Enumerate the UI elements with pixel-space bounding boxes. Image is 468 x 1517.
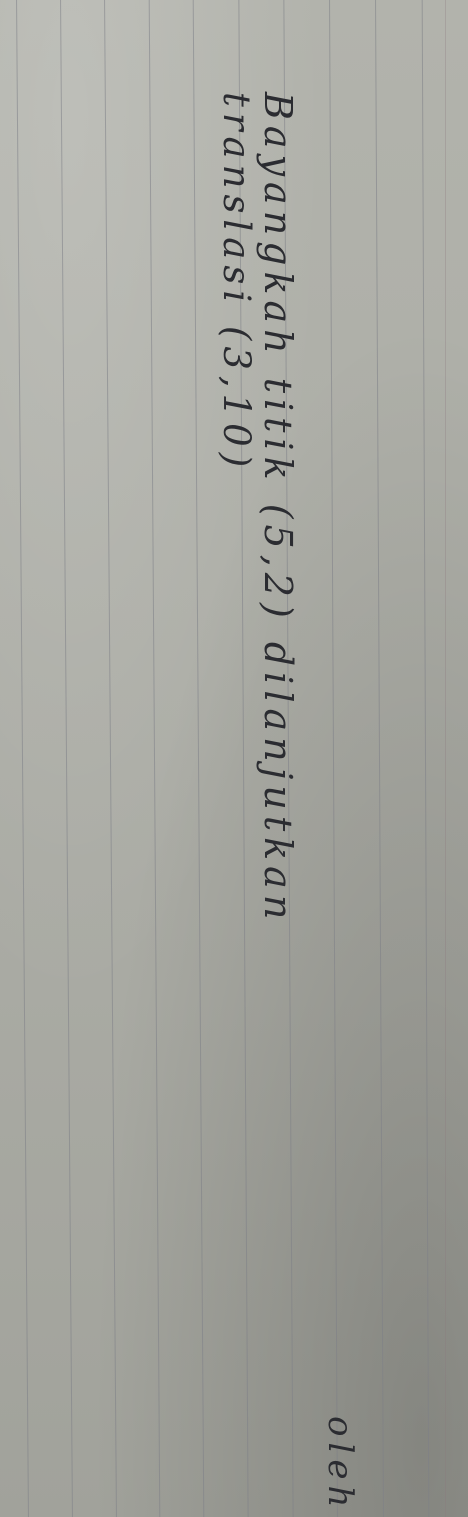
paper-rule-line <box>375 0 384 1517</box>
paper-rule-line <box>16 0 29 1517</box>
paper-rule-line <box>422 0 430 1517</box>
paper-margin-line <box>445 0 446 1517</box>
paper-rule-line <box>60 0 73 1517</box>
handwritten-line-1: Bayangkah titik (5,2) dilanjutkan <box>256 92 300 926</box>
handwritten-line-2: translasi (3,10) <box>215 92 258 474</box>
handwritten-line-3: oleh <box>320 1416 360 1514</box>
paper-rule-line <box>193 0 205 1517</box>
paper-rule-line <box>149 0 161 1517</box>
paper-rule-line <box>104 0 117 1517</box>
paper-rule-line <box>329 0 338 1517</box>
